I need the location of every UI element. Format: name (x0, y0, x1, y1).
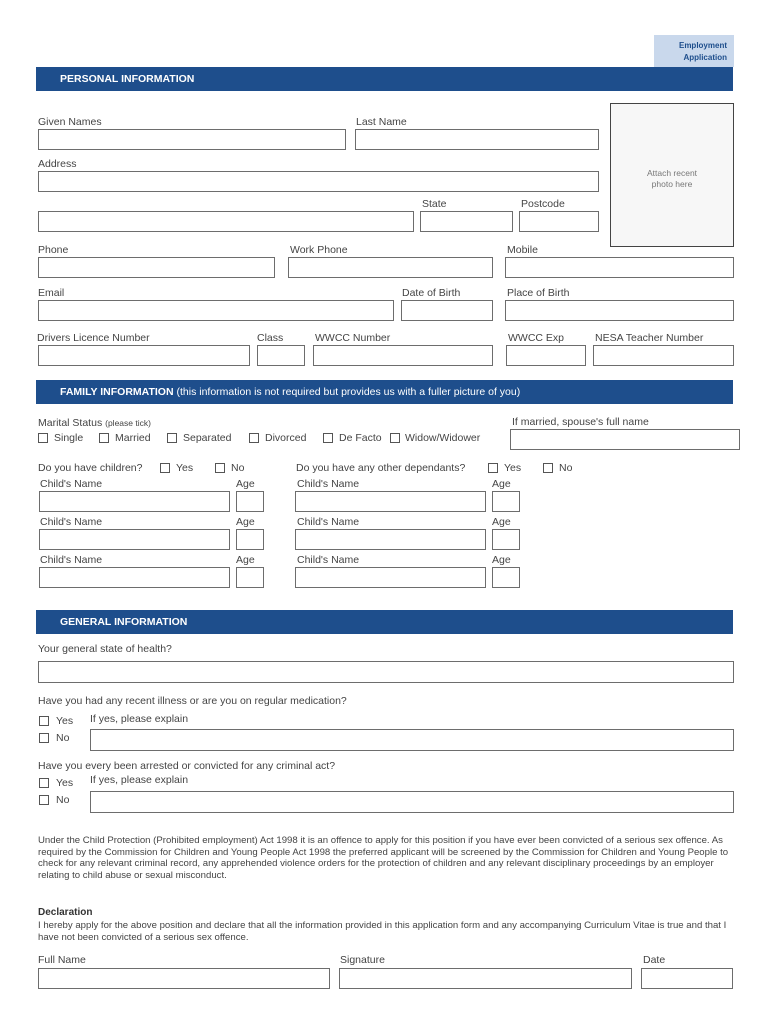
nesa-field[interactable] (593, 345, 734, 366)
arrested-explain-label: If yes, please explain (90, 774, 189, 786)
work-phone-field[interactable] (288, 257, 493, 278)
arrested-yes-checkbox[interactable] (39, 778, 49, 788)
class-label: Class (257, 332, 284, 344)
child-1-name-field[interactable] (39, 491, 230, 512)
phone-label: Phone (38, 244, 69, 256)
married-label: Married (115, 432, 151, 444)
declaration-title: Declaration (38, 907, 93, 918)
dependants-question: Do you have any other dependants? (296, 462, 466, 474)
spouse-label: If married, spouse's full name (512, 416, 649, 428)
state-field[interactable] (420, 211, 513, 232)
pob-field[interactable] (505, 300, 734, 321)
dependant-2-age-field[interactable] (492, 529, 520, 550)
class-field[interactable] (257, 345, 305, 366)
arrested-explain-field[interactable] (90, 791, 734, 813)
licence-label: Drivers Licence Number (37, 332, 150, 344)
address-field[interactable] (38, 171, 599, 192)
divorced-checkbox[interactable] (249, 433, 259, 443)
date-label: Date (643, 954, 666, 966)
separated-label: Separated (183, 432, 232, 444)
dependants-no-label: No (559, 462, 573, 474)
illness-no-label: No (56, 732, 70, 744)
spouse-field[interactable] (510, 429, 740, 450)
dependant-3-age-field[interactable] (492, 567, 520, 588)
child-2-name-label: Child's Name (40, 516, 103, 528)
personal-information-header (36, 67, 733, 91)
given-names-label: Given Names (38, 116, 102, 128)
health-field[interactable] (38, 661, 734, 683)
dependant-3-name-field[interactable] (295, 567, 486, 588)
form-title-badge (654, 35, 734, 67)
dependant-3-name-label: Child's Name (297, 554, 360, 566)
married-checkbox[interactable] (99, 433, 109, 443)
licence-field[interactable] (38, 345, 250, 366)
marital-status-label (38, 417, 151, 429)
divorced-label: Divorced (265, 432, 307, 444)
single-label: Single (54, 432, 84, 444)
illness-yes-label: Yes (56, 715, 74, 727)
children-yes-checkbox[interactable] (160, 463, 170, 473)
arrested-question: Have you every been arrested or convicted for any criminal act? (38, 760, 336, 772)
address-line-2-field[interactable] (38, 211, 414, 232)
state-label: State (422, 198, 447, 210)
email-field[interactable] (38, 300, 394, 321)
signature-field[interactable] (339, 968, 632, 989)
illness-question: Have you had any recent illness or are you on regular medication? (38, 695, 347, 707)
children-yes-label: Yes (176, 462, 194, 474)
family-information-title: FAMILY INFORMATION (60, 386, 174, 398)
child-3-age-label: Age (236, 554, 255, 566)
dependant-1-age-field[interactable] (492, 491, 520, 512)
de-facto-checkbox[interactable] (323, 433, 333, 443)
address-label: Address (38, 158, 77, 170)
dependants-no-checkbox[interactable] (543, 463, 553, 473)
dependant-2-name-field[interactable] (295, 529, 486, 550)
date-field[interactable] (641, 968, 733, 989)
family-information-header (36, 380, 733, 404)
dependant-2-name-label: Child's Name (297, 516, 360, 528)
child-1-age-field[interactable] (236, 491, 264, 512)
children-no-label: No (231, 462, 245, 474)
personal-information-title: PERSONAL INFORMATION (60, 73, 195, 85)
given-names-field[interactable] (38, 129, 346, 150)
child-3-name-field[interactable] (39, 567, 230, 588)
widow-label: Widow/Widower (405, 432, 481, 444)
dependant-1-age-label: Age (492, 478, 511, 490)
illness-yes-checkbox[interactable] (39, 716, 49, 726)
photo-placeholder[interactable] (610, 103, 734, 247)
work-phone-label: Work Phone (290, 244, 348, 256)
children-question: Do you have children? (38, 462, 143, 474)
signature-label: Signature (340, 954, 385, 966)
full-name-label: Full Name (38, 954, 86, 966)
photo-text-2: photo here (651, 179, 693, 189)
single-checkbox[interactable] (38, 433, 48, 443)
health-question: Your general state of health? (38, 643, 172, 655)
full-name-field[interactable] (38, 968, 330, 989)
nesa-label: NESA Teacher Number (595, 332, 704, 344)
widow-checkbox[interactable] (390, 433, 400, 443)
last-name-label: Last Name (356, 116, 407, 128)
wwcc-exp-field[interactable] (506, 345, 586, 366)
phone-field[interactable] (38, 257, 275, 278)
illness-explain-label: If yes, please explain (90, 713, 189, 725)
child-3-age-field[interactable] (236, 567, 264, 588)
child-2-age-field[interactable] (236, 529, 264, 550)
photo-text-1: Attach recent (646, 168, 698, 178)
pob-label: Place of Birth (507, 287, 570, 299)
general-information-header (36, 610, 733, 634)
last-name-field[interactable] (355, 129, 599, 150)
illness-no-checkbox[interactable] (39, 733, 49, 743)
wwcc-field[interactable] (313, 345, 493, 366)
de-facto-label: De Facto (339, 432, 382, 444)
child-1-age-label: Age (236, 478, 255, 490)
illness-explain-field[interactable] (90, 729, 734, 751)
mobile-label: Mobile (507, 244, 538, 256)
arrested-no-label: No (56, 794, 70, 806)
postcode-field[interactable] (519, 211, 599, 232)
dependants-yes-label: Yes (504, 462, 522, 474)
dependant-1-name-field[interactable] (295, 491, 486, 512)
badge-line-1: Employment (678, 41, 727, 50)
children-no-checkbox[interactable] (215, 463, 225, 473)
child-2-age-label: Age (236, 516, 255, 528)
family-information-subtitle: (this information is not required but provides us with a fuller picture of you) (176, 386, 521, 398)
general-information-title: GENERAL INFORMATION (60, 616, 188, 628)
dob-field[interactable] (401, 300, 493, 321)
dependant-2-age-label: Age (492, 516, 511, 528)
mobile-field[interactable] (505, 257, 734, 278)
arrested-yes-label: Yes (56, 777, 74, 789)
please-tick-note: (please tick) (105, 418, 151, 428)
separated-checkbox[interactable] (167, 433, 177, 443)
wwcc-exp-label: WWCC Exp (508, 332, 564, 344)
wwcc-label: WWCC Number (315, 332, 391, 344)
dob-label: Date of Birth (402, 287, 461, 299)
declaration-text: I hereby apply for the above position and declare that all the information provided in this application form and any accompanying Curriculum Vitae is true and that I have not been convicted of a serious sex offence. (38, 920, 727, 943)
child-2-name-field[interactable] (39, 529, 230, 550)
dependant-1-name-label: Child's Name (297, 478, 360, 490)
postcode-label: Postcode (521, 198, 565, 210)
child-protection-notice: Under the Child Protection (Prohibited employment) Act 1998 it is an offence to apply for this position if you have ever been convicted of a serious sex offence. As required by the Commission for Children and Young People Act 1998 the preferred applicant will be screened by the Commission for Children and Young People to check for any relevant criminal record, any apprehended violence orders for the protection of children and any relevant disciplinary proceedings by an employer relating to child abuse or sexual misconduct. (38, 835, 729, 881)
email-label: Email (38, 287, 65, 299)
child-1-name-label: Child's Name (40, 478, 103, 490)
dependant-3-age-label: Age (492, 554, 511, 566)
child-3-name-label: Child's Name (40, 554, 103, 566)
dependants-yes-checkbox[interactable] (488, 463, 498, 473)
arrested-no-checkbox[interactable] (39, 795, 49, 805)
badge-line-2: Application (683, 53, 727, 62)
marital-status-text: Marital Status (38, 417, 103, 429)
